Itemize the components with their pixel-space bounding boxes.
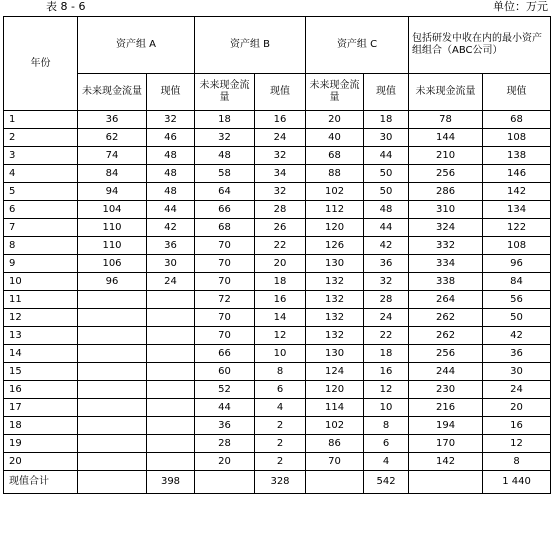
abc-pv-cell: 108 [483,237,551,255]
a-pv-cell [147,291,195,309]
c-pv-cell: 32 [364,273,409,291]
abc-pv-cell: 122 [483,219,551,237]
a-cf-cell: 110 [78,219,147,237]
a-cf-cell: 36 [78,111,147,129]
a-cf-cell [78,291,147,309]
abc-cf-cell: 170 [409,435,483,453]
a-pv-cell [147,453,195,471]
b-cf-cell: 18 [195,111,255,129]
abc-pv-cell: 36 [483,345,551,363]
a-pv-cell [147,327,195,345]
abc-cf-cell: 230 [409,381,483,399]
c-pv-cell: 10 [364,399,409,417]
a-cash-flow-header: 未来现金流量 [78,74,147,111]
a-cf-cell [78,363,147,381]
year-cell: 18 [4,417,78,435]
c-pv-cell: 16 [364,363,409,381]
group-a-header: 资产组 A [78,17,195,74]
year-cell: 9 [4,255,78,273]
table-row [4,291,551,309]
abc-pv-cell: 68 [483,111,551,129]
group-abc-header: 包括研发中收在内的最小资产组组合（ABC公司） [409,17,551,74]
table-row [4,363,551,381]
c-present-value-header: 现值 [364,74,409,111]
abc-pv-cell: 138 [483,147,551,165]
b-pv-cell: 22 [255,237,306,255]
c-pv-cell: 4 [364,453,409,471]
abc-pv-cell: 12 [483,435,551,453]
table-row [4,399,551,417]
c-pv-cell: 50 [364,183,409,201]
year-cell: 4 [4,165,78,183]
c-cf-cell: 124 [306,363,364,381]
abc-present-value-header: 现值 [483,74,551,111]
year-cell: 3 [4,147,78,165]
b-cf-cell: 44 [195,399,255,417]
a-cf-cell [78,417,147,435]
abc-cf-cell: 324 [409,219,483,237]
a-cf-cell [78,399,147,417]
c-cf-cell: 132 [306,327,364,345]
abc-pv-cell: 146 [483,165,551,183]
a-cf-cell: 110 [78,237,147,255]
c-cf-cell: 114 [306,399,364,417]
a-cf-cell: 96 [78,273,147,291]
b-cf-cell: 28 [195,435,255,453]
table-row [4,381,551,399]
table-row [4,201,551,219]
a-pv-cell [147,345,195,363]
abc-pv-cell: 142 [483,183,551,201]
c-cf-cell: 102 [306,417,364,435]
b-cf-cell: 70 [195,327,255,345]
a-pv-cell: 24 [147,273,195,291]
abc-cf-cell: 256 [409,345,483,363]
a-cf-cell [78,453,147,471]
b-pv-cell: 2 [255,453,306,471]
a-present-value-header: 现值 [147,74,195,111]
a-pv-cell: 48 [147,183,195,201]
abc-cf-cell: 286 [409,183,483,201]
a-cf-cell: 106 [78,255,147,273]
year-cell: 7 [4,219,78,237]
total-a-pv: 398 [147,471,195,494]
c-pv-cell: 44 [364,219,409,237]
year-cell: 8 [4,237,78,255]
abc-pv-cell: 16 [483,417,551,435]
b-pv-cell: 28 [255,201,306,219]
c-pv-cell: 18 [364,111,409,129]
b-present-value-header: 现值 [255,74,306,111]
year-cell: 12 [4,309,78,327]
abc-cf-cell: 256 [409,165,483,183]
abc-cf-cell: 142 [409,453,483,471]
a-pv-cell [147,417,195,435]
group-c-header: 资产组 C [306,17,409,74]
c-cf-cell: 120 [306,219,364,237]
year-cell: 10 [4,273,78,291]
b-cf-cell: 70 [195,237,255,255]
a-pv-cell: 42 [147,219,195,237]
year-cell: 5 [4,183,78,201]
b-cf-cell: 66 [195,345,255,363]
year-cell: 14 [4,345,78,363]
b-pv-cell: 8 [255,363,306,381]
abc-cf-cell: 262 [409,309,483,327]
abc-cf-cell: 244 [409,363,483,381]
b-cash-flow-header: 未来现金流量 [195,74,255,111]
a-cf-cell [78,345,147,363]
unit-label: 单位：万元 [493,0,548,13]
a-cf-cell: 62 [78,129,147,147]
c-pv-cell: 18 [364,345,409,363]
table-row [4,453,551,471]
c-pv-cell: 12 [364,381,409,399]
a-cf-cell: 94 [78,183,147,201]
c-cf-cell: 132 [306,291,364,309]
b-pv-cell: 16 [255,291,306,309]
abc-cf-cell: 332 [409,237,483,255]
abc-cash-flow-header: 未来现金流量 [409,74,483,111]
a-pv-cell: 48 [147,147,195,165]
b-pv-cell: 2 [255,417,306,435]
c-cf-cell: 132 [306,309,364,327]
a-cf-cell [78,309,147,327]
b-pv-cell: 14 [255,309,306,327]
c-cf-cell: 20 [306,111,364,129]
a-pv-cell [147,399,195,417]
year-cell: 1 [4,111,78,129]
b-cf-cell: 20 [195,453,255,471]
c-pv-cell: 24 [364,309,409,327]
abc-cf-cell: 216 [409,399,483,417]
abc-cf-cell: 310 [409,201,483,219]
a-pv-cell [147,363,195,381]
b-cf-cell: 36 [195,417,255,435]
table-row [4,255,551,273]
abc-cf-cell: 338 [409,273,483,291]
b-cf-cell: 70 [195,255,255,273]
c-cf-cell: 102 [306,183,364,201]
a-pv-cell: 44 [147,201,195,219]
abc-cf-cell: 264 [409,291,483,309]
b-pv-cell: 2 [255,435,306,453]
a-pv-cell: 36 [147,237,195,255]
c-pv-cell: 30 [364,129,409,147]
c-pv-cell: 22 [364,327,409,345]
abc-cf-cell: 334 [409,255,483,273]
year-cell: 2 [4,129,78,147]
abc-cf-cell: 78 [409,111,483,129]
cash-flow-table [3,16,551,494]
table-row [4,273,551,291]
b-pv-cell: 32 [255,183,306,201]
total-row [4,471,551,494]
total-c-cf-empty [306,471,364,494]
total-b-cf-empty [195,471,255,494]
c-cf-cell: 112 [306,201,364,219]
a-cf-cell: 104 [78,201,147,219]
a-pv-cell: 46 [147,129,195,147]
c-cf-cell: 120 [306,381,364,399]
b-pv-cell: 12 [255,327,306,345]
c-pv-cell: 8 [364,417,409,435]
c-cf-cell: 132 [306,273,364,291]
abc-pv-cell: 84 [483,273,551,291]
abc-pv-cell: 50 [483,309,551,327]
b-cf-cell: 64 [195,183,255,201]
b-pv-cell: 32 [255,147,306,165]
abc-pv-cell: 96 [483,255,551,273]
table-row [4,165,551,183]
table-row [4,183,551,201]
abc-pv-cell: 8 [483,453,551,471]
year-cell: 6 [4,201,78,219]
c-pv-cell: 28 [364,291,409,309]
a-cf-cell: 84 [78,165,147,183]
year-cell: 16 [4,381,78,399]
a-cf-cell [78,435,147,453]
a-cf-cell: 74 [78,147,147,165]
abc-cf-cell: 194 [409,417,483,435]
table-row [4,327,551,345]
c-cf-cell: 68 [306,147,364,165]
abc-cf-cell: 144 [409,129,483,147]
year-cell: 11 [4,291,78,309]
year-header: 年份 [4,17,78,111]
c-pv-cell: 50 [364,165,409,183]
abc-cf-cell: 262 [409,327,483,345]
b-cf-cell: 52 [195,381,255,399]
c-pv-cell: 44 [364,147,409,165]
c-pv-cell: 6 [364,435,409,453]
b-pv-cell: 34 [255,165,306,183]
total-a-cf-empty [78,471,147,494]
b-pv-cell: 4 [255,399,306,417]
a-pv-cell [147,309,195,327]
table-row [4,111,551,129]
b-cf-cell: 32 [195,129,255,147]
c-cf-cell: 130 [306,255,364,273]
c-pv-cell: 36 [364,255,409,273]
a-pv-cell: 30 [147,255,195,273]
b-cf-cell: 70 [195,273,255,291]
abc-pv-cell: 134 [483,201,551,219]
b-pv-cell: 16 [255,111,306,129]
abc-pv-cell: 30 [483,363,551,381]
c-cf-cell: 40 [306,129,364,147]
abc-pv-cell: 108 [483,129,551,147]
table-row [4,129,551,147]
a-cf-cell [78,327,147,345]
b-cf-cell: 68 [195,219,255,237]
year-cell: 19 [4,435,78,453]
a-pv-cell [147,381,195,399]
b-cf-cell: 70 [195,309,255,327]
abc-pv-cell: 56 [483,291,551,309]
c-cf-cell: 130 [306,345,364,363]
year-cell: 15 [4,363,78,381]
b-cf-cell: 60 [195,363,255,381]
abc-pv-cell: 20 [483,399,551,417]
abc-pv-cell: 24 [483,381,551,399]
abc-cf-cell: 210 [409,147,483,165]
year-cell: 17 [4,399,78,417]
a-pv-cell: 32 [147,111,195,129]
year-cell: 13 [4,327,78,345]
b-cf-cell: 66 [195,201,255,219]
b-pv-cell: 6 [255,381,306,399]
a-cf-cell [78,381,147,399]
b-pv-cell: 24 [255,129,306,147]
total-abc-pv: 1 440 [483,471,551,494]
table-row [4,147,551,165]
a-pv-cell: 48 [147,165,195,183]
table-number: 表 8 - 6 [46,0,86,13]
table-row [4,309,551,327]
total-b-pv: 328 [255,471,306,494]
b-pv-cell: 18 [255,273,306,291]
c-cf-cell: 126 [306,237,364,255]
c-pv-cell: 48 [364,201,409,219]
total-c-pv: 542 [364,471,409,494]
table-row [4,345,551,363]
total-abc-cf-empty [409,471,483,494]
b-cf-cell: 58 [195,165,255,183]
b-pv-cell: 26 [255,219,306,237]
group-b-header: 资产组 B [195,17,306,74]
c-cf-cell: 86 [306,435,364,453]
table-row [4,417,551,435]
abc-pv-cell: 42 [483,327,551,345]
c-pv-cell: 42 [364,237,409,255]
b-cf-cell: 72 [195,291,255,309]
table-row [4,237,551,255]
c-cf-cell: 88 [306,165,364,183]
table-row [4,219,551,237]
year-cell: 20 [4,453,78,471]
b-cf-cell: 48 [195,147,255,165]
table-row [4,435,551,453]
total-label: 现值合计 [4,471,78,494]
b-pv-cell: 20 [255,255,306,273]
b-pv-cell: 10 [255,345,306,363]
a-pv-cell [147,435,195,453]
c-cf-cell: 70 [306,453,364,471]
c-cash-flow-header: 未来现金流量 [306,74,364,111]
